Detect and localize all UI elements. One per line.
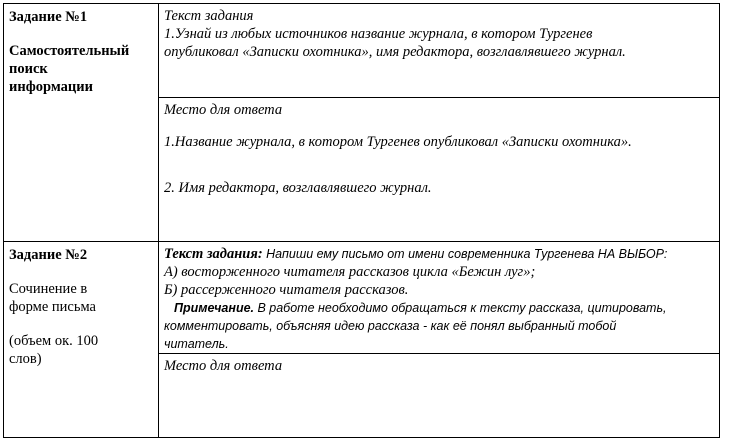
task1-subtitle-line-2: поиск <box>9 61 48 77</box>
task2-subtitle-line-2: форме письма <box>9 299 96 315</box>
task2-volume-line-1: (объем ок. 100 <box>9 333 99 349</box>
task2-title: Задание №2 <box>9 247 88 263</box>
task2-option-a: А) восторженного читателя рассказов цикла «Бежин луг»; <box>164 264 536 280</box>
task1-text-cell <box>159 4 720 98</box>
task2-subtitle-line-1: Сочинение в <box>9 281 88 297</box>
task2-option-b: Б) рассерженного читателя рассказов. <box>164 282 409 298</box>
task2-note-text-2: комментировать, объясняя идею рассказа - как её понял выбранный тобой <box>164 319 617 333</box>
task1-title: Задание №1 <box>9 9 88 25</box>
task1-row <box>4 4 720 98</box>
task2-header-cell <box>4 242 159 438</box>
task2-text-label: Текст задания: <box>164 246 263 262</box>
task1-answer-question-2: 2. Имя редактора, возглавлявшего журнал. <box>164 180 432 196</box>
task1-answer-cell <box>159 98 720 242</box>
task1-answer-question-1: 1.Название журнала, в котором Тургенев опубликовал «Записки охотника». <box>164 134 632 150</box>
task1-header-cell <box>4 4 159 242</box>
task2-row <box>4 242 720 354</box>
task1-text-label: Текст задания <box>164 8 254 24</box>
task1-text-line-2: опубликовал «Записки охотника», имя редактора, возглавлявшего журнал. <box>164 44 626 60</box>
task2-note <box>164 299 715 317</box>
worksheet-table <box>3 3 720 438</box>
task2-note-label: Примечание. <box>174 301 254 315</box>
task1-subtitle-line-3: информации <box>9 79 93 95</box>
task2-answer-label: Место для ответа <box>164 358 283 374</box>
task2-volume-line-2: слов) <box>9 351 42 367</box>
task2-note-text-1: В работе необходимо обращаться к тексту рассказа, цитировать, <box>254 301 667 315</box>
task1-text-line-1: 1.Узнай из любых источников название журнала, в котором Тургенев <box>164 26 593 42</box>
task2-text-intro: Напиши ему письмо от имени современника Тургенева НА ВЫБОР: <box>262 247 668 261</box>
task1-answer-label: Место для ответа <box>164 102 283 118</box>
task1-subtitle-line-1: Самостоятельный <box>9 43 130 59</box>
task2-text-cell <box>159 242 720 354</box>
task2-text-heading <box>164 245 715 263</box>
task2-answer-cell <box>159 354 720 438</box>
task2-note-text-3: читатель. <box>164 337 229 351</box>
